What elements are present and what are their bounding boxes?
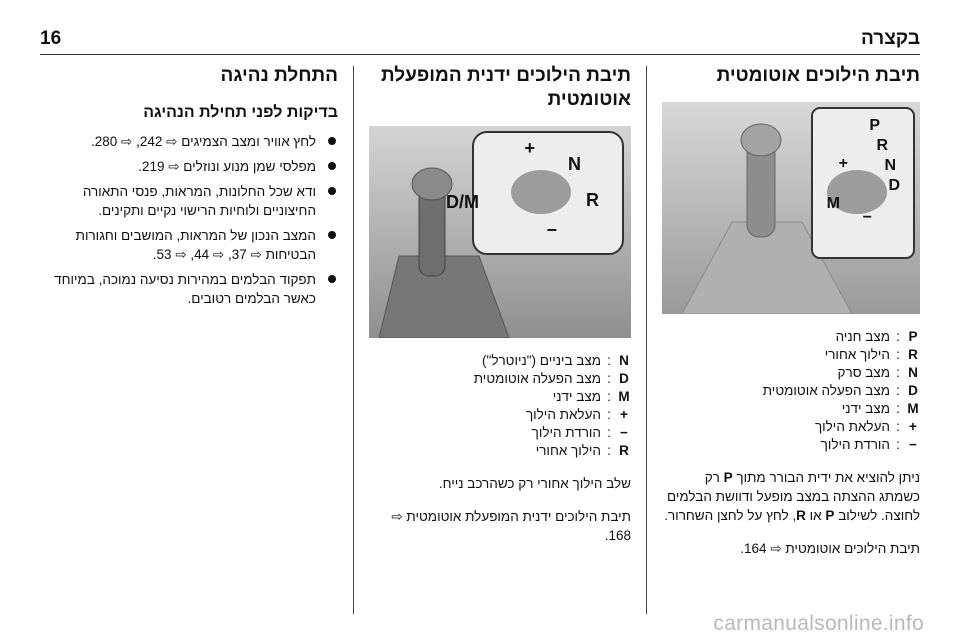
column-automated-manual-transmission [369,64,631,545]
legend-row: R : הילוך אחורי [824,347,918,362]
legend-row: N : מצב סרק [837,365,918,380]
column-starting-off [40,64,338,314]
column-automatic-transmission [662,64,920,558]
shifter-illustration [662,102,920,314]
legend-row: + : העלאת הילוך [814,419,917,434]
legend-row: + : העלאת הילוך [525,407,628,422]
legend-row: D : מצב הפעלה אוטומטית [762,383,918,398]
checklist [40,132,338,308]
shifter-label-m: M [826,195,840,212]
shifter-label-minus: − [862,209,872,226]
legend-row: M : מצב ידני [841,401,919,416]
shift-legend [662,328,920,454]
legend-row: − : הורדת הילוך [531,425,628,440]
page-reference: תיבת הילוכים ידנית המופעלת אוטומטית ⇨ 168. [391,509,631,543]
legend-row: − : הורדת הילוך [820,437,917,452]
shifter-label-plus: + [524,138,535,158]
shifter-label-p: P [869,117,880,134]
shifter-label-n: N [884,157,896,174]
reverse-note: שלב הילוך אחורי רק כשהרכב נייח. [438,476,631,491]
legend-row: M : מצב ידני [552,389,630,404]
shifter-label-plus: + [838,155,848,172]
shifter-label-r: R [586,190,599,210]
column-divider [353,66,354,614]
shifter-label-r: R [876,137,888,154]
page-reference: תיבת הילוכים אוטומטית ⇨ 164. [740,541,920,556]
bullet-icon [328,231,336,239]
page-number: 16 [40,28,62,49]
list-item: לחץ אוויר ומצב הצמיגים ⇨ 242, ⇨ 280. [40,132,338,151]
shifter-label-minus: − [546,220,557,240]
watermark: carmanualsonline.info [713,612,924,635]
list-item: ודא שכל החלונות, המראות, פנסי התאורה החיצוניים ולוחיות הרישוי נקיים ותקינים. [40,182,338,220]
page-header [40,24,920,55]
bullet-icon [328,137,336,145]
list-item: המצב הנכון של המראות, המושבים וחגורות הבטיחות ⇨ 37, ⇨ 44, ⇨ 53. [40,226,338,264]
manual-shifter-photo [369,126,631,338]
column-divider [646,66,647,614]
shifter-release-paragraph: ניתן להוציא את ידית הבורר מתוך P רק כשמתג ההצתה במצב מופעל ודוושת הבלמים לחוצה. לשילוב P או R, לחץ על לחצן השחרור. [664,470,920,523]
list-item: תפקוד הבלמים במהירות נסיעה נמוכה, במיוחד כאשר הבלמים רטובים. [40,270,338,308]
bullet-icon [328,187,336,195]
shifter-label-d: D [888,177,900,194]
legend-row: R : הילוך אחורי [535,443,629,458]
list-item: מפלסי שמן מנוע ונוזלים ⇨ 219. [40,157,338,176]
legend-row: P : מצב חניה [835,329,918,344]
section-name: בקצרה [861,28,920,49]
column-title: התחלת נהיגה [220,65,338,86]
bullet-icon [328,162,336,170]
shifter-label-n: N [568,154,581,174]
legend-row: D : מצב הפעלה אוטומטית [473,371,629,386]
shifter-label-dm: D/M [446,192,479,212]
column-subtitle: בדיקות לפני תחילת הנהיגה [143,104,338,121]
bullet-icon [328,275,336,283]
automatic-shifter-photo [662,102,920,314]
shifter-illustration [369,126,631,338]
column-title: תיבת הילוכים ידנית המופעלת אוטומטית [381,65,631,110]
shift-legend [369,352,631,460]
legend-row: N : מצב ביניים ("ניוטרל") [482,353,629,368]
column-title: תיבת הילוכים אוטומטית [716,65,920,86]
